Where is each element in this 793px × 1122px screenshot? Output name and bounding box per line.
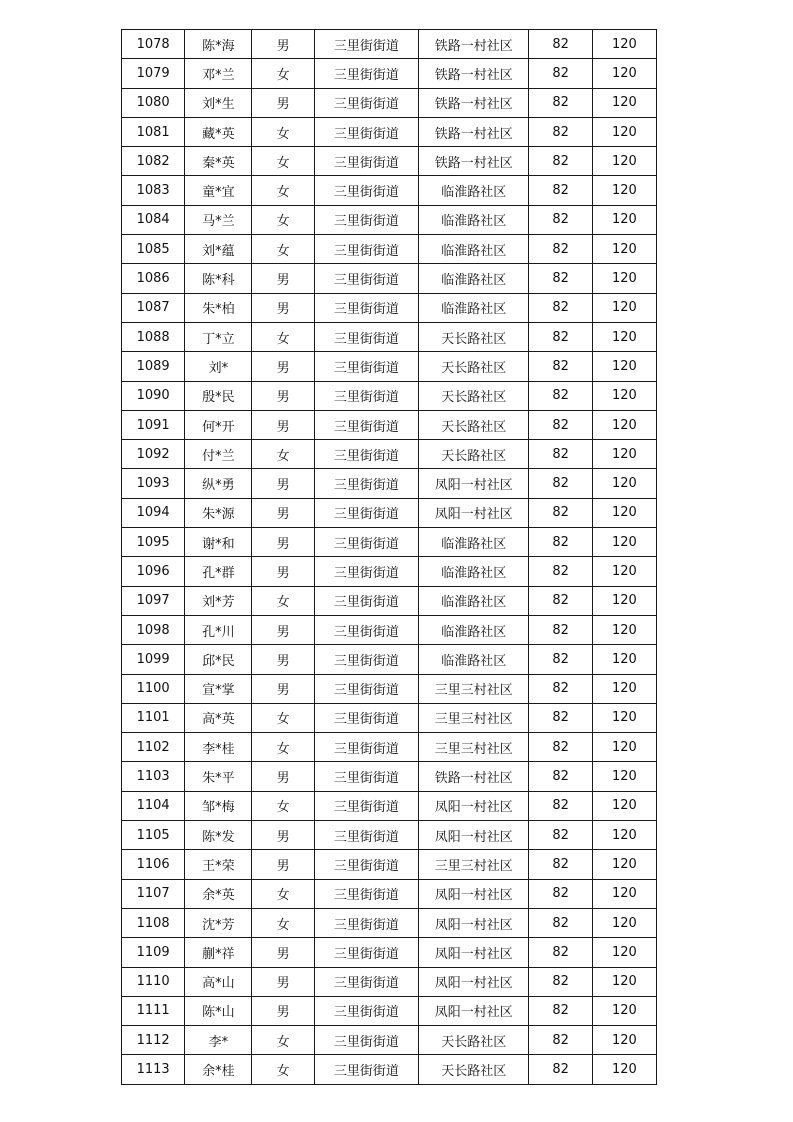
sex-cell: 男 (252, 615, 314, 644)
name-cell: 童*宜 (185, 176, 252, 205)
name-cell: 纵*勇 (185, 469, 252, 498)
name-cell: 王*荣 (185, 850, 252, 879)
community-cell: 天长路社区 (419, 410, 529, 439)
age-cell: 82 (529, 586, 592, 615)
table-row (122, 352, 657, 381)
age-cell: 82 (529, 440, 592, 469)
sex-cell: 男 (252, 264, 314, 293)
sex-cell: 女 (252, 791, 314, 820)
name-cell: 李*桂 (185, 733, 252, 762)
table-row (122, 117, 657, 146)
serial-number-cell: 1096 (122, 557, 185, 586)
age-cell: 82 (529, 967, 592, 996)
amount-cell: 120 (592, 235, 656, 264)
serial-number-cell: 1106 (122, 850, 185, 879)
amount-cell: 120 (592, 528, 656, 557)
community-cell: 临淮路社区 (419, 235, 529, 264)
serial-number-cell: 1079 (122, 59, 185, 88)
table-row (122, 615, 657, 644)
table-row (122, 498, 657, 527)
amount-cell: 120 (592, 557, 656, 586)
name-cell: 蒯*祥 (185, 938, 252, 967)
sex-cell: 女 (252, 733, 314, 762)
age-cell: 82 (529, 821, 592, 850)
street-cell: 三里街街道 (314, 908, 418, 937)
name-cell: 朱*柏 (185, 293, 252, 322)
name-cell: 马*兰 (185, 205, 252, 234)
community-cell: 铁路一村社区 (419, 762, 529, 791)
age-cell: 82 (529, 762, 592, 791)
community-cell: 临淮路社区 (419, 586, 529, 615)
name-cell: 余*英 (185, 879, 252, 908)
age-cell: 82 (529, 322, 592, 351)
street-cell: 三里街街道 (314, 176, 418, 205)
table-row (122, 733, 657, 762)
serial-number-cell: 1092 (122, 440, 185, 469)
street-cell: 三里街街道 (314, 821, 418, 850)
table-row (122, 176, 657, 205)
sex-cell: 男 (252, 996, 314, 1025)
serial-number-cell: 1111 (122, 996, 185, 1025)
amount-cell: 120 (592, 88, 656, 117)
community-cell: 凤阳一村社区 (419, 791, 529, 820)
amount-cell: 120 (592, 205, 656, 234)
age-cell: 82 (529, 1026, 592, 1055)
serial-number-cell: 1089 (122, 352, 185, 381)
street-cell: 三里街街道 (314, 1026, 418, 1055)
serial-number-cell: 1084 (122, 205, 185, 234)
name-cell: 邱*民 (185, 645, 252, 674)
street-cell: 三里街街道 (314, 967, 418, 996)
amount-cell: 120 (592, 59, 656, 88)
community-cell: 凤阳一村社区 (419, 908, 529, 937)
name-cell: 藏*英 (185, 117, 252, 146)
amount-cell: 120 (592, 293, 656, 322)
age-cell: 82 (529, 908, 592, 937)
serial-number-cell: 1086 (122, 264, 185, 293)
amount-cell: 120 (592, 1055, 656, 1084)
age-cell: 82 (529, 938, 592, 967)
roster-table-body (122, 30, 657, 1085)
age-cell: 82 (529, 996, 592, 1025)
street-cell: 三里街街道 (314, 88, 418, 117)
serial-number-cell: 1088 (122, 322, 185, 351)
community-cell: 天长路社区 (419, 1055, 529, 1084)
serial-number-cell: 1095 (122, 528, 185, 557)
name-cell: 刘*生 (185, 88, 252, 117)
sex-cell: 女 (252, 1026, 314, 1055)
community-cell: 临淮路社区 (419, 645, 529, 674)
amount-cell: 120 (592, 30, 656, 59)
age-cell: 82 (529, 352, 592, 381)
community-cell: 临淮路社区 (419, 293, 529, 322)
name-cell: 殷*民 (185, 381, 252, 410)
sex-cell: 男 (252, 967, 314, 996)
amount-cell: 120 (592, 703, 656, 732)
sex-cell: 男 (252, 645, 314, 674)
name-cell: 刘*芳 (185, 586, 252, 615)
name-cell: 付*兰 (185, 440, 252, 469)
age-cell: 82 (529, 381, 592, 410)
street-cell: 三里街街道 (314, 850, 418, 879)
serial-number-cell: 1113 (122, 1055, 185, 1084)
street-cell: 三里街街道 (314, 264, 418, 293)
street-cell: 三里街街道 (314, 615, 418, 644)
amount-cell: 120 (592, 117, 656, 146)
amount-cell: 120 (592, 791, 656, 820)
age-cell: 82 (529, 528, 592, 557)
serial-number-cell: 1094 (122, 498, 185, 527)
age-cell: 82 (529, 410, 592, 439)
table-row (122, 30, 657, 59)
amount-cell: 120 (592, 879, 656, 908)
serial-number-cell: 1093 (122, 469, 185, 498)
age-cell: 82 (529, 645, 592, 674)
sex-cell: 男 (252, 850, 314, 879)
age-cell: 82 (529, 791, 592, 820)
street-cell: 三里街街道 (314, 586, 418, 615)
table-row (122, 528, 657, 557)
sex-cell: 女 (252, 322, 314, 351)
community-cell: 凤阳一村社区 (419, 879, 529, 908)
age-cell: 82 (529, 1055, 592, 1084)
street-cell: 三里街街道 (314, 791, 418, 820)
community-cell: 三里三村社区 (419, 674, 529, 703)
street-cell: 三里街街道 (314, 469, 418, 498)
sex-cell: 女 (252, 176, 314, 205)
sex-cell: 男 (252, 498, 314, 527)
serial-number-cell: 1082 (122, 147, 185, 176)
amount-cell: 120 (592, 381, 656, 410)
table-row (122, 586, 657, 615)
community-cell: 天长路社区 (419, 352, 529, 381)
amount-cell: 120 (592, 996, 656, 1025)
sex-cell: 女 (252, 586, 314, 615)
community-cell: 凤阳一村社区 (419, 498, 529, 527)
amount-cell: 120 (592, 908, 656, 937)
amount-cell: 120 (592, 733, 656, 762)
age-cell: 82 (529, 879, 592, 908)
name-cell: 丁*立 (185, 322, 252, 351)
sex-cell: 男 (252, 293, 314, 322)
community-cell: 铁路一村社区 (419, 88, 529, 117)
community-cell: 凤阳一村社区 (419, 469, 529, 498)
street-cell: 三里街街道 (314, 528, 418, 557)
street-cell: 三里街街道 (314, 674, 418, 703)
name-cell: 李* (185, 1026, 252, 1055)
age-cell: 82 (529, 59, 592, 88)
table-row (122, 1055, 657, 1084)
sex-cell: 男 (252, 381, 314, 410)
table-row (122, 147, 657, 176)
serial-number-cell: 1100 (122, 674, 185, 703)
street-cell: 三里街街道 (314, 938, 418, 967)
sex-cell: 男 (252, 30, 314, 59)
table-row (122, 59, 657, 88)
table-row (122, 205, 657, 234)
community-cell: 天长路社区 (419, 1026, 529, 1055)
age-cell: 82 (529, 703, 592, 732)
table-row (122, 967, 657, 996)
sex-cell: 女 (252, 117, 314, 146)
community-cell: 铁路一村社区 (419, 117, 529, 146)
table-row (122, 850, 657, 879)
community-cell: 临淮路社区 (419, 264, 529, 293)
amount-cell: 120 (592, 821, 656, 850)
table-row (122, 88, 657, 117)
age-cell: 82 (529, 264, 592, 293)
table-row (122, 469, 657, 498)
serial-number-cell: 1083 (122, 176, 185, 205)
name-cell: 邓*兰 (185, 59, 252, 88)
community-cell: 三里三村社区 (419, 733, 529, 762)
sex-cell: 女 (252, 703, 314, 732)
table-row (122, 235, 657, 264)
sex-cell: 男 (252, 352, 314, 381)
table-row (122, 908, 657, 937)
name-cell: 高*山 (185, 967, 252, 996)
serial-number-cell: 1097 (122, 586, 185, 615)
name-cell: 孔*群 (185, 557, 252, 586)
amount-cell: 120 (592, 322, 656, 351)
age-cell: 82 (529, 469, 592, 498)
serial-number-cell: 1105 (122, 821, 185, 850)
name-cell: 陈*山 (185, 996, 252, 1025)
table-row (122, 381, 657, 410)
street-cell: 三里街街道 (314, 440, 418, 469)
sex-cell: 男 (252, 762, 314, 791)
street-cell: 三里街街道 (314, 117, 418, 146)
table-row (122, 674, 657, 703)
amount-cell: 120 (592, 586, 656, 615)
street-cell: 三里街街道 (314, 557, 418, 586)
sex-cell: 女 (252, 59, 314, 88)
age-cell: 82 (529, 117, 592, 146)
table-row (122, 821, 657, 850)
street-cell: 三里街街道 (314, 703, 418, 732)
amount-cell: 120 (592, 645, 656, 674)
name-cell: 陈*科 (185, 264, 252, 293)
serial-number-cell: 1078 (122, 30, 185, 59)
name-cell: 朱*源 (185, 498, 252, 527)
community-cell: 临淮路社区 (419, 557, 529, 586)
name-cell: 谢*和 (185, 528, 252, 557)
amount-cell: 120 (592, 1026, 656, 1055)
name-cell: 余*桂 (185, 1055, 252, 1084)
name-cell: 何*开 (185, 410, 252, 439)
street-cell: 三里街街道 (314, 410, 418, 439)
community-cell: 三里三村社区 (419, 850, 529, 879)
amount-cell: 120 (592, 674, 656, 703)
community-cell: 凤阳一村社区 (419, 938, 529, 967)
community-cell: 临淮路社区 (419, 176, 529, 205)
street-cell: 三里街街道 (314, 1055, 418, 1084)
age-cell: 82 (529, 733, 592, 762)
community-cell: 凤阳一村社区 (419, 967, 529, 996)
name-cell: 邹*梅 (185, 791, 252, 820)
community-cell: 铁路一村社区 (419, 30, 529, 59)
street-cell: 三里街街道 (314, 205, 418, 234)
amount-cell: 120 (592, 615, 656, 644)
sex-cell: 女 (252, 440, 314, 469)
sex-cell: 女 (252, 879, 314, 908)
table-row (122, 645, 657, 674)
sex-cell: 女 (252, 1055, 314, 1084)
name-cell: 孔*川 (185, 615, 252, 644)
street-cell: 三里街街道 (314, 147, 418, 176)
street-cell: 三里街街道 (314, 996, 418, 1025)
name-cell: 刘*蕴 (185, 235, 252, 264)
age-cell: 82 (529, 205, 592, 234)
serial-number-cell: 1103 (122, 762, 185, 791)
table-row (122, 1026, 657, 1055)
sex-cell: 男 (252, 821, 314, 850)
name-cell: 陈*发 (185, 821, 252, 850)
sex-cell: 男 (252, 410, 314, 439)
serial-number-cell: 1104 (122, 791, 185, 820)
name-cell: 沈*芳 (185, 908, 252, 937)
sex-cell: 男 (252, 528, 314, 557)
serial-number-cell: 1080 (122, 88, 185, 117)
amount-cell: 120 (592, 850, 656, 879)
sex-cell: 男 (252, 88, 314, 117)
serial-number-cell: 1098 (122, 615, 185, 644)
table-row (122, 879, 657, 908)
serial-number-cell: 1091 (122, 410, 185, 439)
sex-cell: 男 (252, 469, 314, 498)
amount-cell: 120 (592, 410, 656, 439)
serial-number-cell: 1102 (122, 733, 185, 762)
amount-cell: 120 (592, 440, 656, 469)
sex-cell: 女 (252, 908, 314, 937)
table-row (122, 762, 657, 791)
community-cell: 铁路一村社区 (419, 59, 529, 88)
serial-number-cell: 1087 (122, 293, 185, 322)
amount-cell: 120 (592, 498, 656, 527)
sex-cell: 男 (252, 557, 314, 586)
community-cell: 天长路社区 (419, 322, 529, 351)
serial-number-cell: 1085 (122, 235, 185, 264)
serial-number-cell: 1099 (122, 645, 185, 674)
table-row (122, 703, 657, 732)
community-cell: 三里三村社区 (419, 703, 529, 732)
age-cell: 82 (529, 615, 592, 644)
serial-number-cell: 1090 (122, 381, 185, 410)
age-cell: 82 (529, 235, 592, 264)
community-cell: 临淮路社区 (419, 615, 529, 644)
age-cell: 82 (529, 88, 592, 117)
sex-cell: 男 (252, 674, 314, 703)
amount-cell: 120 (592, 264, 656, 293)
amount-cell: 120 (592, 469, 656, 498)
street-cell: 三里街街道 (314, 30, 418, 59)
serial-number-cell: 1108 (122, 908, 185, 937)
street-cell: 三里街街道 (314, 293, 418, 322)
name-cell: 高*英 (185, 703, 252, 732)
name-cell: 宣*掌 (185, 674, 252, 703)
sex-cell: 女 (252, 205, 314, 234)
street-cell: 三里街街道 (314, 498, 418, 527)
street-cell: 三里街街道 (314, 762, 418, 791)
age-cell: 82 (529, 176, 592, 205)
table-row (122, 791, 657, 820)
roster-table (121, 29, 657, 1085)
age-cell: 82 (529, 30, 592, 59)
name-cell: 朱*平 (185, 762, 252, 791)
street-cell: 三里街街道 (314, 59, 418, 88)
age-cell: 82 (529, 498, 592, 527)
amount-cell: 120 (592, 147, 656, 176)
table-row (122, 557, 657, 586)
amount-cell: 120 (592, 352, 656, 381)
community-cell: 天长路社区 (419, 381, 529, 410)
community-cell: 凤阳一村社区 (419, 996, 529, 1025)
name-cell: 陈*海 (185, 30, 252, 59)
age-cell: 82 (529, 147, 592, 176)
name-cell: 刘* (185, 352, 252, 381)
table-row (122, 938, 657, 967)
age-cell: 82 (529, 674, 592, 703)
serial-number-cell: 1081 (122, 117, 185, 146)
sex-cell: 男 (252, 938, 314, 967)
amount-cell: 120 (592, 762, 656, 791)
serial-number-cell: 1109 (122, 938, 185, 967)
community-cell: 天长路社区 (419, 440, 529, 469)
table-row (122, 410, 657, 439)
street-cell: 三里街街道 (314, 235, 418, 264)
serial-number-cell: 1110 (122, 967, 185, 996)
age-cell: 82 (529, 850, 592, 879)
street-cell: 三里街街道 (314, 645, 418, 674)
table-row (122, 996, 657, 1025)
community-cell: 临淮路社区 (419, 205, 529, 234)
table-row (122, 440, 657, 469)
sex-cell: 女 (252, 235, 314, 264)
amount-cell: 120 (592, 967, 656, 996)
street-cell: 三里街街道 (314, 879, 418, 908)
age-cell: 82 (529, 557, 592, 586)
street-cell: 三里街街道 (314, 352, 418, 381)
table-row (122, 322, 657, 351)
serial-number-cell: 1101 (122, 703, 185, 732)
age-cell: 82 (529, 293, 592, 322)
amount-cell: 120 (592, 176, 656, 205)
table-row (122, 264, 657, 293)
name-cell: 秦*英 (185, 147, 252, 176)
sex-cell: 女 (252, 147, 314, 176)
community-cell: 临淮路社区 (419, 528, 529, 557)
community-cell: 凤阳一村社区 (419, 821, 529, 850)
table-row (122, 293, 657, 322)
street-cell: 三里街街道 (314, 733, 418, 762)
community-cell: 铁路一村社区 (419, 147, 529, 176)
street-cell: 三里街街道 (314, 322, 418, 351)
serial-number-cell: 1112 (122, 1026, 185, 1055)
street-cell: 三里街街道 (314, 381, 418, 410)
serial-number-cell: 1107 (122, 879, 185, 908)
amount-cell: 120 (592, 938, 656, 967)
